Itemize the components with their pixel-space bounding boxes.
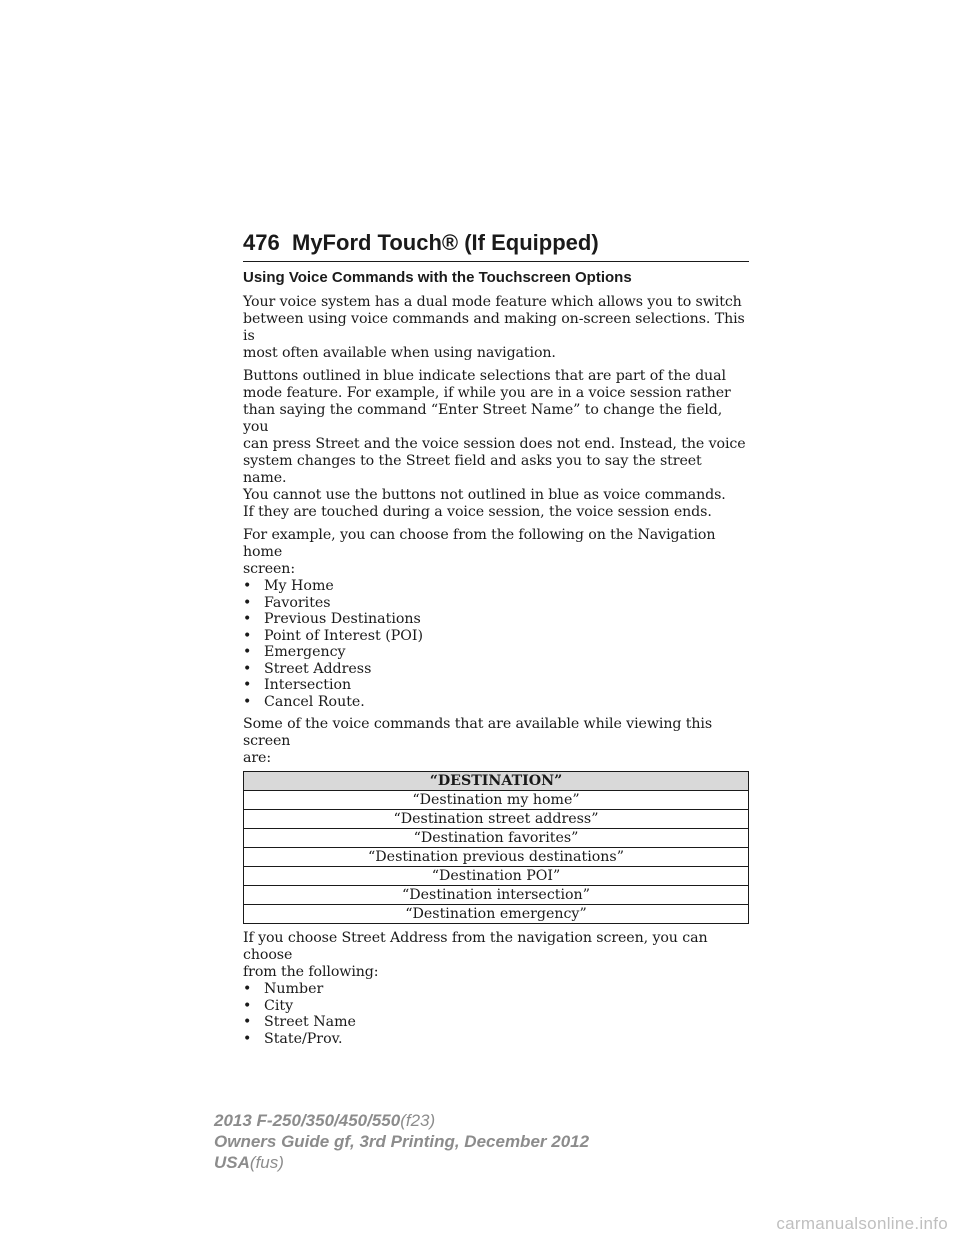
bullet-icon: • — [243, 578, 252, 594]
voice-commands-table — [243, 771, 749, 924]
page-number: 476 — [243, 230, 280, 255]
bullet-icon: • — [243, 1030, 252, 1047]
bullet-icon: • — [243, 644, 252, 660]
bullet-icon: • — [243, 997, 252, 1014]
table-row: “Destination previous destinations” — [244, 848, 749, 867]
chapter-title: MyFord Touch® (If Equipped) — [292, 230, 599, 255]
bullet-icon: • — [243, 660, 252, 677]
bullet-icon: • — [243, 677, 252, 693]
list-item: • Cancel Route. — [243, 693, 365, 710]
footer-region-line: USA(fus) — [214, 1153, 284, 1172]
bullet-icon: • — [243, 1014, 252, 1030]
list-item: • Intersection — [243, 677, 352, 693]
table-row: “Destination POI” — [244, 867, 749, 886]
bullet-icon: • — [243, 594, 252, 611]
list-item: • Number — [243, 981, 324, 997]
list-item: • Street Address — [243, 660, 372, 677]
navigation-home-options-list — [243, 578, 749, 710]
watermark: carmanualsonline.info — [776, 1214, 948, 1233]
paragraph-street-address: If you choose Street Address from the navigation screen, you can choose from the following: — [243, 930, 708, 980]
footer-model-line: 2013 F-250/350/450/550(f23) — [214, 1111, 436, 1130]
paragraph-dual-mode: Your voice system has a dual mode feature which allows you to switch between using voice commands and making on-screen selections. This is most often available when using navigation. — [243, 294, 745, 361]
table-row: “Destination my home” — [244, 791, 749, 810]
list-item: • Favorites — [243, 594, 331, 611]
bullet-icon: • — [243, 981, 252, 997]
page-header — [243, 229, 749, 262]
paragraph-voice-commands-intro: Some of the voice commands that are available while viewing this screen are: — [243, 716, 712, 766]
bullet-icon: • — [243, 627, 252, 644]
list-item: • Previous Destinations — [243, 611, 421, 627]
paragraph-navigation-home: For example, you can choose from the following on the Navigation home screen: — [243, 527, 716, 577]
list-item: • State/Prov. — [243, 1030, 343, 1047]
table-row: “Destination street address” — [244, 810, 749, 829]
paragraph-blue-buttons: Buttons outlined in blue indicate selections that are part of the dual mode feature. For example, if while you are in a voice session rather than saying the command “Enter Street Name” to change the field, you can press Street and the voice session does not end. Instead, the voice system changes to the Street field and asks you to say the street name. You cannot use the buttons not outlined in blue as voice commands. If they are touched during a voice session, the voice session ends. — [243, 368, 746, 520]
section-heading: Using Voice Commands with the Touchscreen Options — [243, 269, 632, 286]
list-item: • City — [243, 997, 294, 1014]
list-item: • Emergency — [243, 644, 346, 660]
table-row: “Destination favorites” — [244, 829, 749, 848]
table-row: “Destination emergency” — [244, 905, 749, 924]
list-item: • Point of Interest (POI) — [243, 627, 424, 644]
bullet-icon: • — [243, 693, 252, 710]
list-item: • Street Name — [243, 1014, 356, 1030]
list-item: • My Home — [243, 578, 334, 594]
page-content — [243, 268, 749, 1053]
table-row: “Destination intersection” — [244, 886, 749, 905]
bullet-icon: • — [243, 611, 252, 627]
table-header: “DESTINATION” — [244, 772, 749, 791]
page-footer — [214, 1110, 589, 1173]
street-address-options-list — [243, 981, 749, 1047]
footer-edition-line: Owners Guide gf, 3rd Printing, December 2012 — [214, 1132, 590, 1151]
